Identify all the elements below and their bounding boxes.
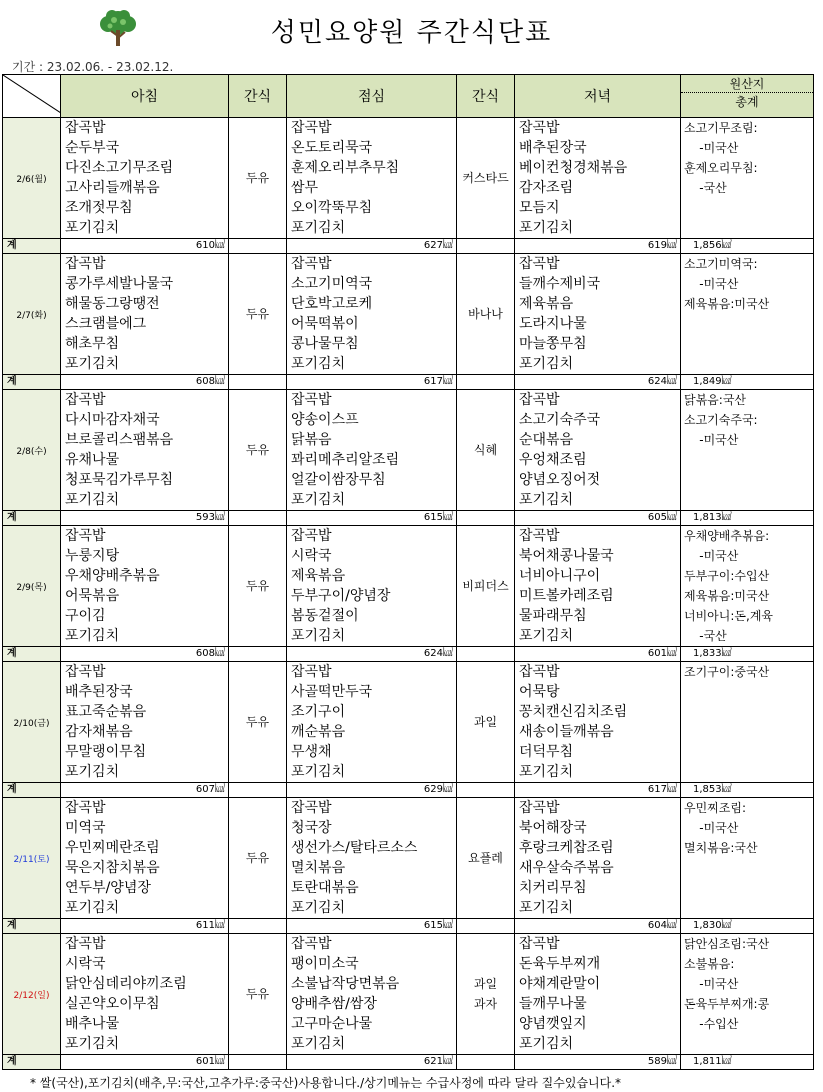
menu-item: 배추나물 [65, 1016, 120, 1032]
menu-item: 잡곡밥 [519, 392, 560, 408]
breakfast-menu-cell [61, 662, 229, 783]
snack2-kcal-empty [457, 375, 515, 390]
menu-item: 포기김치 [291, 628, 346, 644]
menu-item: 실곤약오이무침 [65, 996, 160, 1012]
snack2-kcal-empty [457, 511, 515, 526]
menu-item: 포기김치 [291, 220, 346, 236]
day-label: 2/6(월) [3, 118, 61, 239]
day-label: 2/7(화) [3, 254, 61, 375]
snack2-kcal-empty [457, 647, 515, 662]
diagonal-line [3, 75, 61, 113]
menu-item: 소고기미역국 [291, 276, 373, 292]
menu-item: 잡곡밥 [291, 664, 332, 680]
menu-item: 잡곡밥 [65, 528, 106, 544]
menu-item: 배추된장국 [65, 684, 133, 700]
lunch-kcal: 617㎉ [287, 375, 457, 390]
origin-cell: 소고기무조림: -미국산 훈제오리무침: -국산 [681, 118, 814, 239]
menu-item: 베이컨청경채볶음 [519, 160, 628, 176]
breakfast-kcal: 601㎉ [61, 1055, 229, 1070]
day-row [3, 118, 814, 239]
menu-item: 양배추쌈/쌈장 [291, 996, 377, 1012]
snack1-cell: 두유 [229, 526, 287, 647]
menu-item: 들깨수제비국 [519, 276, 601, 292]
weekly-menu-table [2, 74, 814, 1070]
dinner-menu-cell [515, 390, 681, 511]
day-label: 2/10(금) [3, 662, 61, 783]
dinner-kcal: 604㎉ [515, 919, 681, 934]
menu-item: 유채나물 [65, 452, 120, 468]
menu-item: 시락국 [65, 956, 106, 972]
menu-item: 감자조림 [519, 180, 574, 196]
total-kcal: 1,856㎉ [681, 239, 814, 254]
menu-item: 다진소고기무조림 [65, 160, 174, 176]
menu-item: 브로콜리스팸볶음 [65, 432, 174, 448]
menu-item: 콩나물무침 [291, 336, 359, 352]
menu-item: 소불납작당면볶음 [291, 976, 400, 992]
menu-item: 제육볶음 [519, 296, 574, 312]
dinner-kcal: 617㎉ [515, 783, 681, 798]
calorie-row [3, 1055, 814, 1070]
total-kcal: 1,849㎉ [681, 375, 814, 390]
menu-item: 잡곡밥 [65, 120, 106, 136]
snack2-cell: 비피더스 [457, 526, 515, 647]
lunch-menu-cell [287, 662, 457, 783]
menu-item: 토란대볶음 [291, 880, 359, 896]
menu-item: 조기구이 [291, 704, 346, 720]
total-kcal: 1,813㎉ [681, 511, 814, 526]
menu-item: 소고기숙주국 [519, 412, 601, 428]
menu-item: 포기김치 [65, 356, 120, 372]
menu-item: 봄동겉절이 [291, 608, 359, 624]
lunch-menu-cell [287, 254, 457, 375]
header-snack-1: 간식 [229, 75, 287, 118]
menu-item: 양념깻잎지 [519, 1016, 587, 1032]
snack2-cell: 커스타드 [457, 118, 515, 239]
snack2-kcal-empty [457, 239, 515, 254]
origin-cell: 소고기미역국: -미국산 제육볶음:미국산 [681, 254, 814, 375]
lunch-menu-cell [287, 526, 457, 647]
header-total-label: 총계 [735, 95, 759, 109]
dinner-menu-cell [515, 934, 681, 1055]
snack1-cell: 두유 [229, 254, 287, 375]
menu-item: 양송이스프 [291, 412, 359, 428]
menu-item: 잡곡밥 [291, 120, 332, 136]
menu-item: 고사리들깨볶음 [65, 180, 160, 196]
snack2-kcal-empty [457, 919, 515, 934]
header-snack-2: 간식 [457, 75, 515, 118]
lunch-kcal: 629㎉ [287, 783, 457, 798]
origin-cell: 우채양배추볶음: -미국산 두부구이:수입산 제육볶음:미국산 너비아니:돈,계육 -국산 [681, 526, 814, 647]
menu-item: 사골떡만두국 [291, 684, 373, 700]
day-label: 2/11(토) [3, 798, 61, 919]
menu-item: 순대볶음 [519, 432, 574, 448]
snack1-cell: 두유 [229, 390, 287, 511]
menu-item: 잡곡밥 [519, 256, 560, 272]
header-breakfast: 아침 [61, 75, 229, 118]
origin-cell: 우민찌조림: -미국산 멸치볶음:국산 [681, 798, 814, 919]
menu-item: 도라지나물 [519, 316, 587, 332]
breakfast-kcal: 607㎉ [61, 783, 229, 798]
menu-item: 닭안심데리야끼조림 [65, 976, 187, 992]
menu-item: 포기김치 [519, 628, 574, 644]
breakfast-kcal: 608㎉ [61, 375, 229, 390]
breakfast-menu-cell [61, 798, 229, 919]
menu-item: 어묵떡볶이 [291, 316, 359, 332]
menu-item: 고구마순나물 [291, 1016, 373, 1032]
snack2-kcal-empty [457, 1055, 515, 1070]
menu-item: 새우살숙주볶음 [519, 860, 614, 876]
total-kcal: 1,853㎉ [681, 783, 814, 798]
menu-item: 미트볼카레조림 [519, 588, 614, 604]
menu-item: 배추된장국 [519, 140, 587, 156]
menu-item: 야채계란말이 [519, 976, 601, 992]
menu-item: 닭볶음 [291, 432, 332, 448]
menu-item: 북어채콩나물국 [519, 548, 614, 564]
menu-item: 멸치볶음 [291, 860, 346, 876]
menu-item: 해물동그랑땡전 [65, 296, 160, 312]
day-row [3, 526, 814, 647]
menu-item: 누룽지탕 [65, 548, 120, 564]
total-label: 계 [3, 375, 61, 390]
menu-item: 양념오징어젓 [519, 472, 601, 488]
snack2-cell: 과일 [457, 662, 515, 783]
menu-item: 잡곡밥 [519, 800, 560, 816]
menu-item: 단호박고로케 [291, 296, 373, 312]
menu-item: 포기김치 [65, 492, 120, 508]
menu-item: 잡곡밥 [519, 528, 560, 544]
calorie-row [3, 511, 814, 526]
menu-item: 감자채볶음 [65, 724, 133, 740]
menu-item: 포기김치 [291, 900, 346, 916]
menu-item: 청국장 [291, 820, 332, 836]
menu-item: 꽈리메추리알조림 [291, 452, 400, 468]
menu-item: 포기김치 [519, 356, 574, 372]
header-origin-label: 원산지 [681, 75, 813, 93]
menu-item: 잡곡밥 [291, 800, 332, 816]
breakfast-kcal: 608㎉ [61, 647, 229, 662]
menu-item: 포기김치 [65, 900, 120, 916]
snack1-kcal-empty [229, 1055, 287, 1070]
snack2-cell: 과일 과자 [457, 934, 515, 1055]
day-label: 2/9(목) [3, 526, 61, 647]
menu-item: 쌈무 [291, 180, 319, 196]
header-origin [681, 75, 814, 118]
menu-item: 조개젓무침 [65, 200, 133, 216]
total-label: 계 [3, 511, 61, 526]
dinner-kcal: 589㎉ [515, 1055, 681, 1070]
breakfast-menu-cell [61, 390, 229, 511]
menu-item: 생선가스/탈타르소스 [291, 840, 418, 856]
dinner-menu-cell [515, 526, 681, 647]
snack2-cell: 바나나 [457, 254, 515, 375]
menu-item: 새송이들깨볶음 [519, 724, 614, 740]
menu-item: 스크램블에그 [65, 316, 147, 332]
menu-item: 모듬지 [519, 200, 560, 216]
menu-item: 포기김치 [291, 764, 346, 780]
menu-item: 연두부/양념장 [65, 880, 151, 896]
lunch-kcal: 621㎉ [287, 1055, 457, 1070]
menu-item: 북어해장국 [519, 820, 587, 836]
total-label: 계 [3, 783, 61, 798]
period-label: 기간 : 23.02.06. - 23.02.12. [12, 58, 177, 76]
menu-item: 표고죽순볶음 [65, 704, 147, 720]
calorie-row [3, 239, 814, 254]
day-label: 2/12(일) [3, 934, 61, 1055]
menu-item: 잡곡밥 [291, 528, 332, 544]
calorie-row [3, 919, 814, 934]
dinner-kcal: 619㎉ [515, 239, 681, 254]
menu-item: 더덕무침 [519, 744, 574, 760]
snack1-cell: 두유 [229, 798, 287, 919]
day-row [3, 662, 814, 783]
corner-cell [3, 75, 61, 118]
total-label: 계 [3, 919, 61, 934]
menu-item: 너비아니구이 [519, 568, 601, 584]
dinner-menu-cell [515, 118, 681, 239]
menu-item: 청포묵김가루무침 [65, 472, 174, 488]
menu-item: 어묵볶음 [65, 588, 120, 604]
breakfast-menu-cell [61, 118, 229, 239]
menu-item: 잡곡밥 [65, 936, 106, 952]
menu-item: 포기김치 [519, 900, 574, 916]
dinner-menu-cell [515, 798, 681, 919]
dinner-kcal: 624㎉ [515, 375, 681, 390]
day-row [3, 254, 814, 375]
total-kcal: 1,833㎉ [681, 647, 814, 662]
menu-item: 잡곡밥 [65, 256, 106, 272]
menu-item: 다시마감자채국 [65, 412, 160, 428]
origin-cell: 닭볶음:국산 소고기숙주국: -미국산 [681, 390, 814, 511]
menu-item: 잡곡밥 [65, 392, 106, 408]
menu-item: 포기김치 [519, 1036, 574, 1052]
menu-item: 잡곡밥 [291, 392, 332, 408]
breakfast-menu-cell [61, 254, 229, 375]
origin-cell: 조기구이:중국산 [681, 662, 814, 783]
snack1-kcal-empty [229, 375, 287, 390]
day-row [3, 798, 814, 919]
snack2-cell: 식혜 [457, 390, 515, 511]
lunch-kcal: 627㎉ [287, 239, 457, 254]
menu-item: 포기김치 [291, 356, 346, 372]
snack2-cell: 요플레 [457, 798, 515, 919]
menu-item: 마늘쫑무침 [519, 336, 587, 352]
dinner-menu-cell [515, 254, 681, 375]
total-label: 계 [3, 1055, 61, 1070]
total-kcal: 1,830㎉ [681, 919, 814, 934]
menu-item: 팽이미소국 [291, 956, 359, 972]
menu-item: 훈제오리부추무침 [291, 160, 400, 176]
menu-item: 두부구이/양념장 [291, 588, 391, 604]
menu-item: 무생채 [291, 744, 332, 760]
snack1-cell: 두유 [229, 662, 287, 783]
menu-item: 포기김치 [519, 492, 574, 508]
breakfast-kcal: 611㎉ [61, 919, 229, 934]
menu-item: 우채양배추볶음 [65, 568, 160, 584]
snack1-kcal-empty [229, 239, 287, 254]
lunch-menu-cell [287, 118, 457, 239]
menu-item: 우엉채조림 [519, 452, 587, 468]
menu-item: 잡곡밥 [519, 936, 560, 952]
header-dinner: 저녁 [515, 75, 681, 118]
menu-item: 잡곡밥 [291, 256, 332, 272]
total-label: 계 [3, 239, 61, 254]
menu-item: 들깨무나물 [519, 996, 587, 1012]
snack1-kcal-empty [229, 919, 287, 934]
snack1-kcal-empty [229, 783, 287, 798]
menu-item: 해초무침 [65, 336, 120, 352]
menu-item: 잡곡밥 [519, 120, 560, 136]
dinner-kcal: 601㎉ [515, 647, 681, 662]
menu-item: 포기김치 [65, 628, 120, 644]
footnote: * 쌀(국산),포기김치(배추,무:국산,고추가루:중국산)사용합니다./상기메뉴는 수급사정에 따라 달라 질수있습니다.* [30, 1076, 622, 1090]
header-row [3, 75, 814, 118]
snack1-kcal-empty [229, 511, 287, 526]
lunch-menu-cell [287, 390, 457, 511]
dinner-menu-cell [515, 662, 681, 783]
menu-item: 무말랭이무침 [65, 744, 147, 760]
menu-item: 후랑크케찹조림 [519, 840, 614, 856]
menu-item: 포기김치 [291, 1036, 346, 1052]
menu-item: 오이깍뚝무침 [291, 200, 373, 216]
lunch-menu-cell [287, 798, 457, 919]
calorie-row [3, 647, 814, 662]
menu-item: 묵은지참치볶음 [65, 860, 160, 876]
calorie-row [3, 375, 814, 390]
breakfast-menu-cell [61, 934, 229, 1055]
lunch-kcal: 624㎉ [287, 647, 457, 662]
breakfast-menu-cell [61, 526, 229, 647]
menu-item: 포기김치 [65, 764, 120, 780]
menu-item: 시락국 [291, 548, 332, 564]
lunch-kcal: 615㎉ [287, 511, 457, 526]
menu-item: 잡곡밥 [65, 800, 106, 816]
day-label: 2/8(수) [3, 390, 61, 511]
menu-item: 포기김치 [65, 1036, 120, 1052]
menu-item: 잡곡밥 [65, 664, 106, 680]
snack1-cell: 두유 [229, 118, 287, 239]
menu-item: 우민찌메란조림 [65, 840, 160, 856]
menu-item: 깨순볶음 [291, 724, 346, 740]
origin-cell: 닭안심조림:국산 소불볶음: -미국산 돈육두부찌개:콩 -수입산 [681, 934, 814, 1055]
menu-item: 꽁치캔신김치조림 [519, 704, 628, 720]
menu-item: 치커리무침 [519, 880, 587, 896]
menu-item: 콩가루세발나물국 [65, 276, 174, 292]
menu-item: 물파래무침 [519, 608, 587, 624]
day-row [3, 390, 814, 511]
menu-item: 얼갈이쌈장무침 [291, 472, 386, 488]
lunch-menu-cell [287, 934, 457, 1055]
lunch-kcal: 615㎉ [287, 919, 457, 934]
total-label: 계 [3, 647, 61, 662]
menu-item: 포기김치 [519, 220, 574, 236]
page-title: 성민요양원 주간식단표 [270, 18, 553, 48]
menu-item: 제육볶음 [291, 568, 346, 584]
menu-item: 구이김 [65, 608, 106, 624]
menu-item: 포기김치 [291, 492, 346, 508]
menu-item: 순두부국 [65, 140, 120, 156]
header-lunch: 점심 [287, 75, 457, 118]
menu-item: 미역국 [65, 820, 106, 836]
breakfast-kcal: 593㎉ [61, 511, 229, 526]
snack2-kcal-empty [457, 783, 515, 798]
total-kcal: 1,811㎉ [681, 1055, 814, 1070]
snack1-cell: 두유 [229, 934, 287, 1055]
menu-item: 포기김치 [519, 764, 574, 780]
menu-item: 어묵탕 [519, 684, 560, 700]
menu-body [3, 118, 814, 1070]
calorie-row [3, 783, 814, 798]
snack1-kcal-empty [229, 647, 287, 662]
breakfast-kcal: 610㎉ [61, 239, 229, 254]
menu-item: 잡곡밥 [291, 936, 332, 952]
menu-item: 돈육두부찌개 [519, 956, 601, 972]
dinner-kcal: 605㎉ [515, 511, 681, 526]
menu-item: 포기김치 [65, 220, 120, 236]
day-row [3, 934, 814, 1055]
menu-item: 잡곡밥 [519, 664, 560, 680]
menu-item: 온도토리묵국 [291, 140, 373, 156]
